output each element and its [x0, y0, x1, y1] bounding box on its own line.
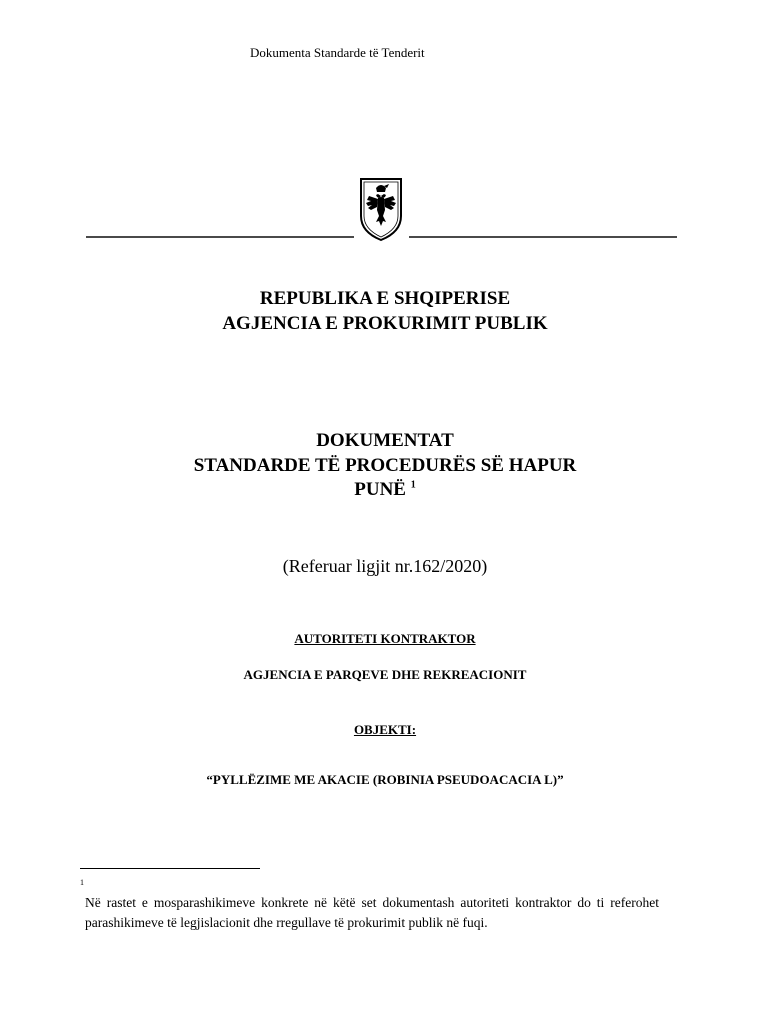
document-title-word: PUNË: [354, 479, 406, 500]
law-reference: (Referuar ligjit nr.162/2020): [282, 556, 488, 576]
footnote-separator: [80, 868, 260, 869]
running-header: Dokumenta Standarde të Tenderit: [250, 45, 425, 60]
albanian-coat-of-arms-icon: [357, 176, 405, 242]
footnote-text: Në rastet e mosparashikimeve konkrete në këtë set dokumentash autoriteti kontraktor do ti referohet parashikimeve të legjislacionit dhe rregullave të prokurimit publik në fuqi.: [85, 895, 659, 930]
object-label: OBJEKTI:: [353, 722, 417, 737]
header-rule-left: [86, 236, 354, 238]
document-title-line-3: [0, 477, 770, 502]
footnote-reference[interactable]: 1: [410, 479, 416, 491]
institution-line-2: AGJENCIA E PROKURIMIT PUBLIK: [222, 313, 548, 334]
institution-line-1: REPUBLIKA E SHQIPERISE: [259, 288, 511, 309]
document-title-line-2: STANDARDE TË PROCEDURËS SË HAPUR: [193, 455, 577, 476]
footnote-marker: 1: [80, 878, 84, 887]
contracting-authority-name: AGJENCIA E PARQEVE DHE REKREACIONIT: [243, 667, 527, 682]
object-value: “PYLLËZIME ME AKACIE (ROBINIA PSEUDOACACIA L)”: [206, 772, 564, 787]
contracting-authority-label: AUTORITETI KONTRAKTOR: [294, 631, 476, 646]
header-rule-right: [409, 236, 677, 238]
document-title-line-1: DOKUMENTAT: [316, 430, 454, 451]
